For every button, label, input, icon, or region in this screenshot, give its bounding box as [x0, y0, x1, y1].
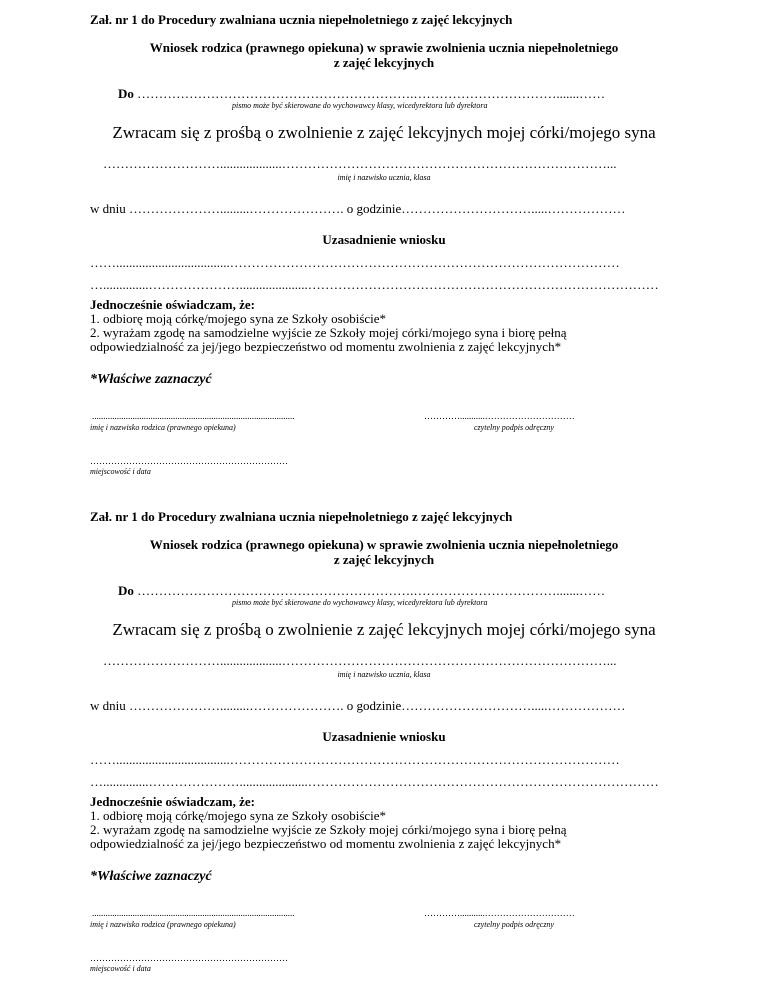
- justification-field-line1[interactable]: ……...................................………………………………………………………………………………: [90, 255, 620, 270]
- recipient-dots: ……………………………………………………….…………………………….......……: [137, 583, 606, 598]
- place-date-hint: miejscowość i data: [90, 467, 151, 476]
- form-header: Zał. nr 1 do Procedury zwalniana ucznia niepełnoletniego z zajęć lekcyjnych: [90, 509, 513, 524]
- form-title-line1: Wniosek rodzica (prawnego opiekuna) w sprawie zwolnienia ucznia niepełnoletniego: [149, 40, 619, 55]
- student-name-hint: imię i nazwisko ucznia, klasa: [337, 670, 431, 679]
- justification-heading: Uzasadnienie wniosku: [322, 729, 446, 744]
- recipient-hint: pismo może być skierowane do wychowawcy klasy, wicedyrektora lub dyrektora: [232, 101, 488, 110]
- student-name-field[interactable]: ………………………...................…………………………………………………………………...: [103, 653, 617, 668]
- form-title-line2: z zajęć lekcyjnych: [333, 55, 435, 70]
- signature-hint: czytelny podpis odręczny: [474, 423, 554, 432]
- parent-name-field[interactable]: ..........................................................................................: [92, 411, 295, 421]
- declaration-option-1[interactable]: 1. odbiorę moją córkę/mojego syna ze Szkoły osobiście*: [90, 311, 387, 326]
- request-text: Zwracam się z prośbą o zwolnienie z zajęć lekcyjnych mojej córki/mojego syna: [112, 123, 656, 142]
- recipient-field[interactable]: [118, 86, 605, 102]
- place-date-field[interactable]: …………………………………………………………: [90, 456, 288, 466]
- signature-field[interactable]: …………...........…………………………: [424, 411, 575, 421]
- declaration-heading: Jednocześnie oświadczam, że:: [90, 297, 255, 312]
- place-date-field[interactable]: …………………………………………………………: [90, 953, 288, 963]
- declaration-option-2-cont: odpowiedzialność za jej/jego bezpieczeństwo od momentu zwolnienia z zajęć lekcyjnych*: [90, 339, 562, 354]
- declaration-option-2[interactable]: 2. wyrażam zgodę na samodzielne wyjście ze Szkoły mojej córki/mojego syna i biorę pełną: [90, 325, 567, 340]
- declaration-heading: Jednocześnie oświadczam, że:: [90, 794, 255, 809]
- date-time-field[interactable]: w dniu ………………….........…………………. o godzinie………………………….....………………: [90, 698, 626, 713]
- parent-name-hint: imię i nazwisko rodzica (prawnego opiekuna): [90, 423, 236, 432]
- parent-name-field[interactable]: ..........................................................................................: [92, 908, 295, 918]
- mark-note: *Właściwe zaznaczyć: [90, 869, 212, 884]
- form-copy-2: [0, 497, 768, 994]
- request-text: Zwracam się z prośbą o zwolnienie z zajęć lekcyjnych mojej córki/mojego syna: [112, 620, 656, 639]
- recipient-label: Do: [118, 583, 134, 598]
- recipient-hint: pismo może być skierowane do wychowawcy klasy, wicedyrektora lub dyrektora: [232, 598, 488, 607]
- parent-name-hint: imię i nazwisko rodzica (prawnego opiekuna): [90, 920, 236, 929]
- declaration-option-2[interactable]: 2. wyrażam zgodę na samodzielne wyjście ze Szkoły mojej córki/mojego syna i biorę pełną: [90, 822, 567, 837]
- form-title-line2: z zajęć lekcyjnych: [333, 552, 435, 567]
- declaration-option-1[interactable]: 1. odbiorę moją córkę/mojego syna ze Szkoły osobiście*: [90, 808, 387, 823]
- student-name-hint: imię i nazwisko ucznia, klasa: [337, 173, 431, 182]
- justification-field-line1[interactable]: ……...................................………………………………………………………………………………: [90, 752, 620, 767]
- recipient-label: Do: [118, 86, 134, 101]
- justification-heading: Uzasadnienie wniosku: [322, 232, 446, 247]
- signature-hint: czytelny podpis odręczny: [474, 920, 554, 929]
- student-name-field[interactable]: ………………………...................…………………………………………………………………...: [103, 156, 617, 171]
- justification-field-line2[interactable]: …..............………………….....................………………………………………………………………………: [90, 277, 659, 292]
- justification-field-line2[interactable]: …..............………………….....................………………………………………………………………………: [90, 774, 659, 789]
- place-date-hint: miejscowość i data: [90, 964, 151, 973]
- date-time-field[interactable]: w dniu ………………….........…………………. o godzinie………………………….....………………: [90, 201, 626, 216]
- signature-field[interactable]: …………...........…………………………: [424, 908, 575, 918]
- recipient-field[interactable]: [118, 583, 605, 599]
- form-title-line1: Wniosek rodzica (prawnego opiekuna) w sprawie zwolnienia ucznia niepełnoletniego: [149, 537, 619, 552]
- recipient-dots: ……………………………………………………….…………………………….......……: [137, 86, 606, 101]
- mark-note: *Właściwe zaznaczyć: [90, 372, 212, 387]
- form-header: Zał. nr 1 do Procedury zwalniana ucznia niepełnoletniego z zajęć lekcyjnych: [90, 12, 513, 27]
- declaration-option-2-cont: odpowiedzialność za jej/jego bezpieczeństwo od momentu zwolnienia z zajęć lekcyjnych*: [90, 836, 562, 851]
